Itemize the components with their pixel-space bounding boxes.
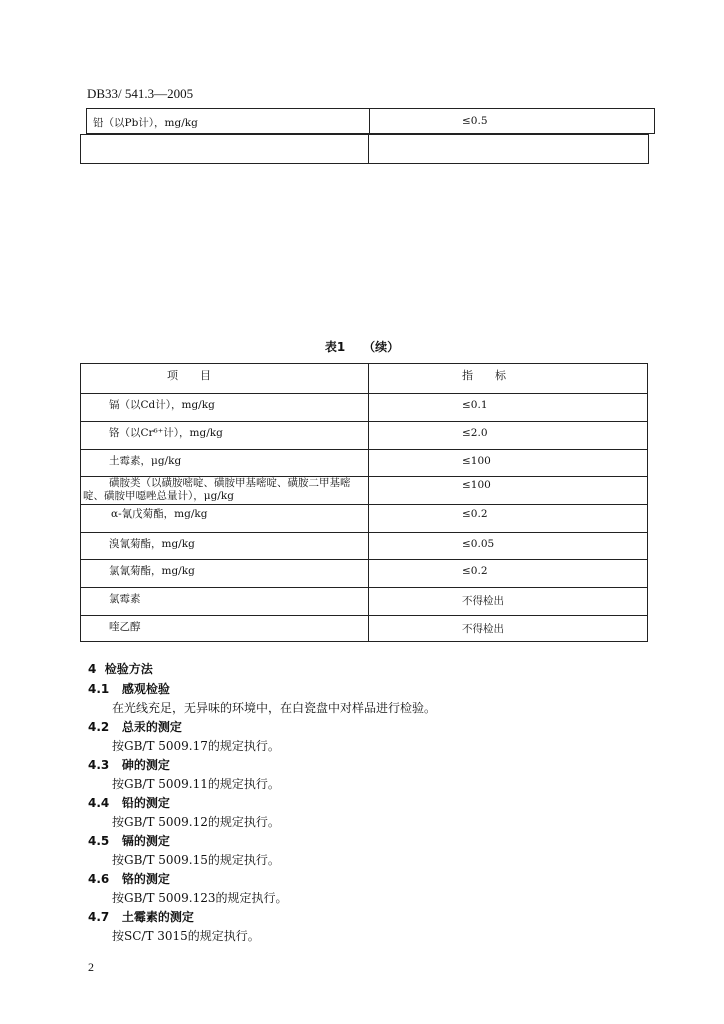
row-item: 镉（以Cd计），mg/kg: [109, 399, 215, 411]
row-item: 氯霉素: [109, 593, 141, 605]
subsection-body: 按GB/T 5009.12的规定执行。: [112, 815, 280, 829]
subsection-heading: 4.3 砷的测定: [88, 758, 170, 772]
cell-text: ≤0.5: [462, 115, 488, 127]
cell-text: 铅（以Pb计），mg/kg: [93, 117, 198, 129]
table-row: [81, 588, 647, 616]
row-value: ≤0.2: [462, 565, 488, 577]
row-value: 不得检出: [462, 623, 504, 635]
subsection-body: 在光线充足，无异味的环境中，在白瓷盘中对样品进行检验。: [112, 701, 437, 715]
subsection-heading: 4.2 总汞的测定: [88, 720, 182, 734]
table-row: [81, 450, 647, 477]
subsection-body: 按SC/T 3015的规定执行。: [112, 929, 260, 943]
subsection-body: 按GB/T 5009.11的规定执行。: [112, 777, 280, 791]
row-value: ≤0.1: [462, 399, 488, 411]
subsection-body: 按GB/T 5009.123的规定执行。: [112, 891, 288, 905]
row-value: ≤100: [462, 455, 491, 467]
subsection-heading: 4.4 铅的测定: [88, 796, 170, 810]
row-item: 土霉素，μg/kg: [109, 455, 182, 467]
subsection-heading: 4.1 感观检验: [88, 682, 170, 696]
table-cell-value-empty: [368, 134, 649, 164]
table-header-row: [81, 364, 647, 394]
table-row: [81, 616, 647, 641]
table-caption: [0, 338, 724, 355]
row-item: 喹乙醇: [109, 621, 141, 633]
row-item: 铬（以Cr⁶⁺计），mg/kg: [109, 427, 223, 439]
column-header-value: 指 标: [462, 369, 506, 382]
table-row: [81, 560, 647, 588]
table-row: [81, 477, 647, 505]
table-row: [81, 422, 647, 450]
row-item: 磺胺类（以磺胺嘧啶、磺胺甲基嘧啶、磺胺二甲基嘧啶、磺胺甲噁唑总量计），μg/kg: [83, 477, 351, 502]
table-cell-item: [86, 108, 370, 134]
row-value: ≤0.2: [462, 508, 488, 520]
row-value: ≤2.0: [462, 427, 488, 439]
subsection-heading: 4.5 镉的测定: [88, 834, 170, 848]
subsection-heading: 4.6 铬的测定: [88, 872, 170, 886]
row-value: ≤100: [462, 479, 491, 491]
caption-label: 表1: [324, 340, 346, 354]
page-number: 2: [88, 960, 94, 974]
row-item: 溴氰菊酯，mg/kg: [109, 538, 195, 550]
subsection-body: 按GB/T 5009.15的规定执行。: [112, 853, 280, 867]
table-row: [81, 505, 647, 533]
document-code: DB33/ 541.3—2005: [87, 86, 194, 101]
row-item: α-氰戊菊酯，mg/kg: [111, 508, 208, 520]
table-cell-item-empty: [80, 134, 369, 164]
table-row: [81, 533, 647, 560]
table-row: [81, 394, 647, 422]
caption-suffix: （续）: [363, 340, 400, 354]
column-header-item: 项 目: [167, 369, 211, 382]
subsection-heading: 4.7 土霉素的测定: [88, 910, 194, 924]
row-value: ≤0.05: [462, 538, 495, 550]
row-value: 不得检出: [462, 595, 504, 607]
table-cell-value: [369, 108, 655, 134]
subsection-body: 按GB/T 5009.17的规定执行。: [112, 739, 280, 753]
section-heading: 4 检验方法: [88, 662, 153, 676]
limits-table: [80, 363, 648, 642]
row-item: 氯氰菊酯，mg/kg: [109, 565, 195, 577]
